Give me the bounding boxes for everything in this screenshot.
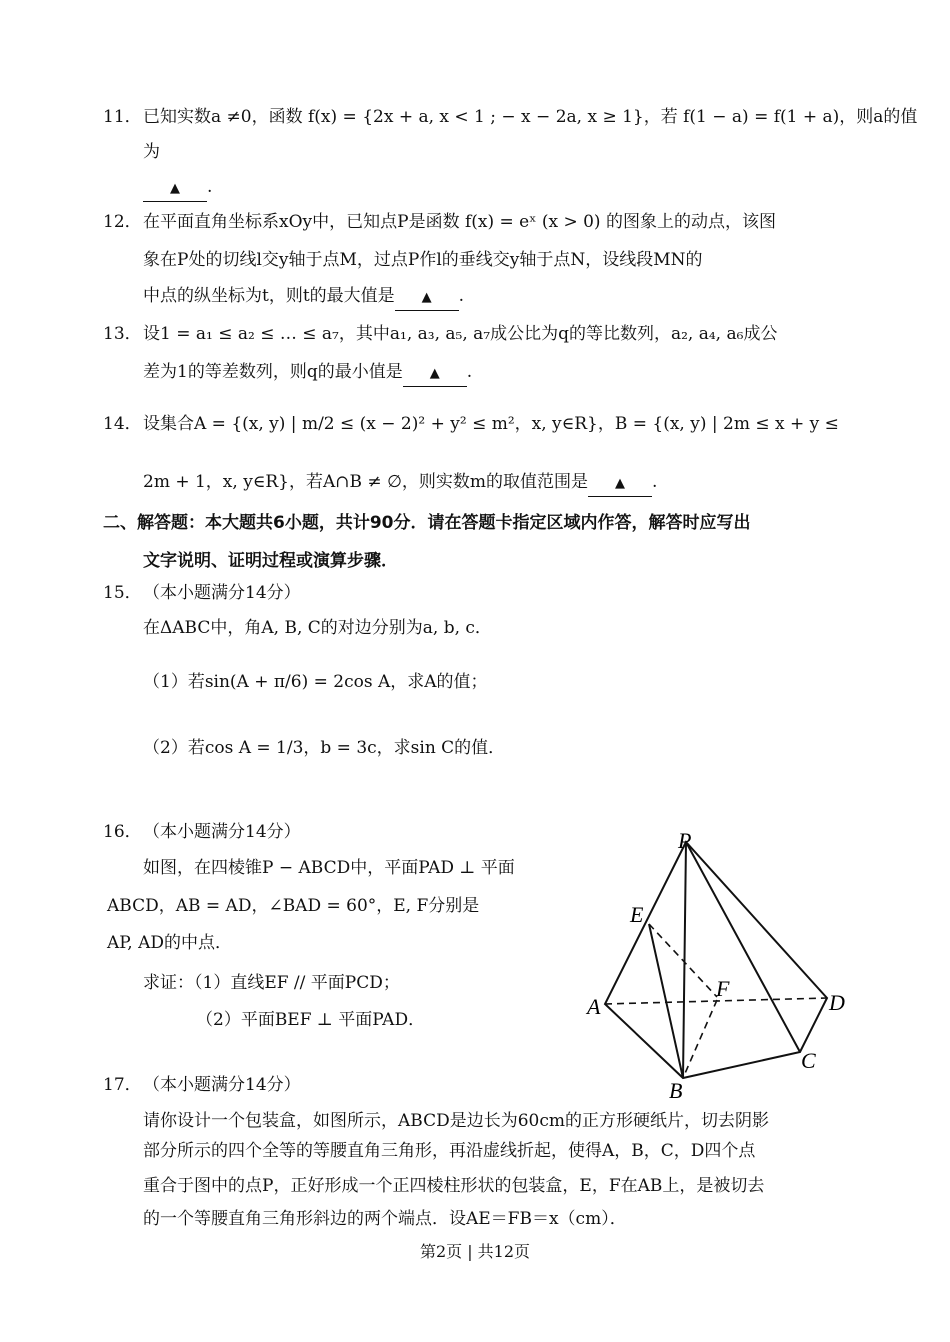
- answer-blank: ▲: [588, 472, 652, 497]
- label-E: E: [630, 902, 644, 927]
- q12-number: 12．: [103, 212, 142, 232]
- q12-line3-text: 中点的纵坐标为t，则t的最大值是: [143, 286, 395, 306]
- q16-proof2: （2）平面BEF ⊥ 平面PAD．: [196, 1010, 426, 1030]
- q12-line3: 中点的纵坐标为t，则t的最大值是 ▲ .: [143, 284, 464, 311]
- q17-line2: 部分所示的四个全等的等腰直角三角形，再沿虚线折起，使得A，B，C，D四个点: [143, 1141, 756, 1161]
- q13-line2: 差为1的等差数列，则q的最小值是 ▲ .: [143, 360, 472, 387]
- label-C: C: [801, 1048, 816, 1073]
- q16-line3: AP, AD的中点．: [107, 933, 232, 953]
- q17-line3: 重合于图中的点P，正好形成一个正四棱柱形状的包装盒，E，F在AB上，是被切去: [143, 1176, 765, 1196]
- q16-number: 16．: [103, 822, 142, 842]
- q16-line2: ABCD，AB = AD，∠BAD = 60°，E, F分别是: [107, 896, 480, 916]
- section2-heading-cont: 文字说明、证明过程或演算步骤．: [143, 551, 398, 571]
- page-footer: 第2页 | 共12页: [419, 1242, 531, 1261]
- section2-heading: 二、解答题：本大题共6小题，共计90分．请在答题卡指定区域内作答，解答时应写出: [103, 513, 751, 533]
- q11-number: 11．: [103, 107, 142, 127]
- label-F: F: [716, 976, 730, 1001]
- q13-number: 13．: [103, 324, 142, 344]
- q11-line1: 已知实数a ≠0，函数 f(x) = {2x + a, x < 1 ; − x − 2a, x ≥ 1}，若 f(1 − a) = f(1 + a)，则a的值: [143, 107, 918, 127]
- q17-number: 17．: [103, 1075, 142, 1095]
- q11-answer-line: ▲ .: [143, 175, 212, 202]
- q16-head: （本小题满分14分）: [143, 822, 301, 842]
- q14-line2-text: 2m + 1，x, y∈R}，若A∩B ≠ ∅，则实数m的取值范围是: [143, 472, 588, 492]
- answer-blank: ▲: [143, 177, 207, 202]
- q15-part2: （2）若cos A = 1/3，b = 3c，求sin C的值．: [143, 738, 506, 758]
- label-A: A: [587, 994, 601, 1019]
- answer-blank: ▲: [403, 362, 467, 387]
- q14-number: 14．: [103, 414, 142, 434]
- q13-line1: 设1 = a₁ ≤ a₂ ≤ … ≤ a₇，其中a₁, a₃, a₅, a₇成公比为q的等比数列，a₂, a₄, a₆成公: [143, 324, 778, 344]
- q17-line1: 请你设计一个包装盒，如图所示，ABCD是边长为60cm的正方形硬纸片，切去阴影: [143, 1111, 769, 1131]
- q16-proof1: 求证：（1）直线EF // 平面PCD；: [143, 973, 400, 993]
- q15-line1: 在ΔABC中，角A, B, C的对边分别为a, b, c．: [143, 618, 492, 638]
- q14-line2: 2m + 1，x, y∈R}，若A∩B ≠ ∅，则实数m的取值范围是 ▲ .: [143, 470, 657, 497]
- label-P: P: [678, 828, 692, 853]
- label-D: D: [829, 990, 845, 1015]
- answer-blank: ▲: [395, 286, 459, 311]
- q15-part1: （1）若sin(A + π/6) = 2cos A，求A的值；: [143, 672, 488, 692]
- q16-line1: 如图，在四棱锥P − ABCD中，平面PAD ⊥ 平面: [143, 858, 515, 878]
- q14-line1: 设集合A = {(x, y) | m/2 ≤ (x − 2)² + y² ≤ m²，x, y∈R}，B = {(x, y) | 2m ≤ x + y ≤: [143, 414, 839, 434]
- q12-line2: 象在P处的切线l交y轴于点M，过点P作l的垂线交y轴于点N，设线段MN的: [143, 250, 703, 270]
- label-B: B: [669, 1078, 683, 1103]
- q17-head: （本小题满分14分）: [143, 1075, 301, 1095]
- q15-number: 15．: [103, 583, 142, 603]
- q15-head: （本小题满分14分）: [143, 583, 301, 603]
- q17-line4: 的一个等腰直角三角形斜边的两个端点．设AE＝FB＝x（cm）．: [143, 1209, 627, 1229]
- q13-line2-text: 差为1的等差数列，则q的最小值是: [143, 362, 403, 382]
- q11-line2: 为: [143, 142, 160, 162]
- q12-line1: 在平面直角坐标系xOy中，已知点P是函数 f(x) = eˣ (x > 0) 的图象上的动点，该图: [143, 212, 776, 232]
